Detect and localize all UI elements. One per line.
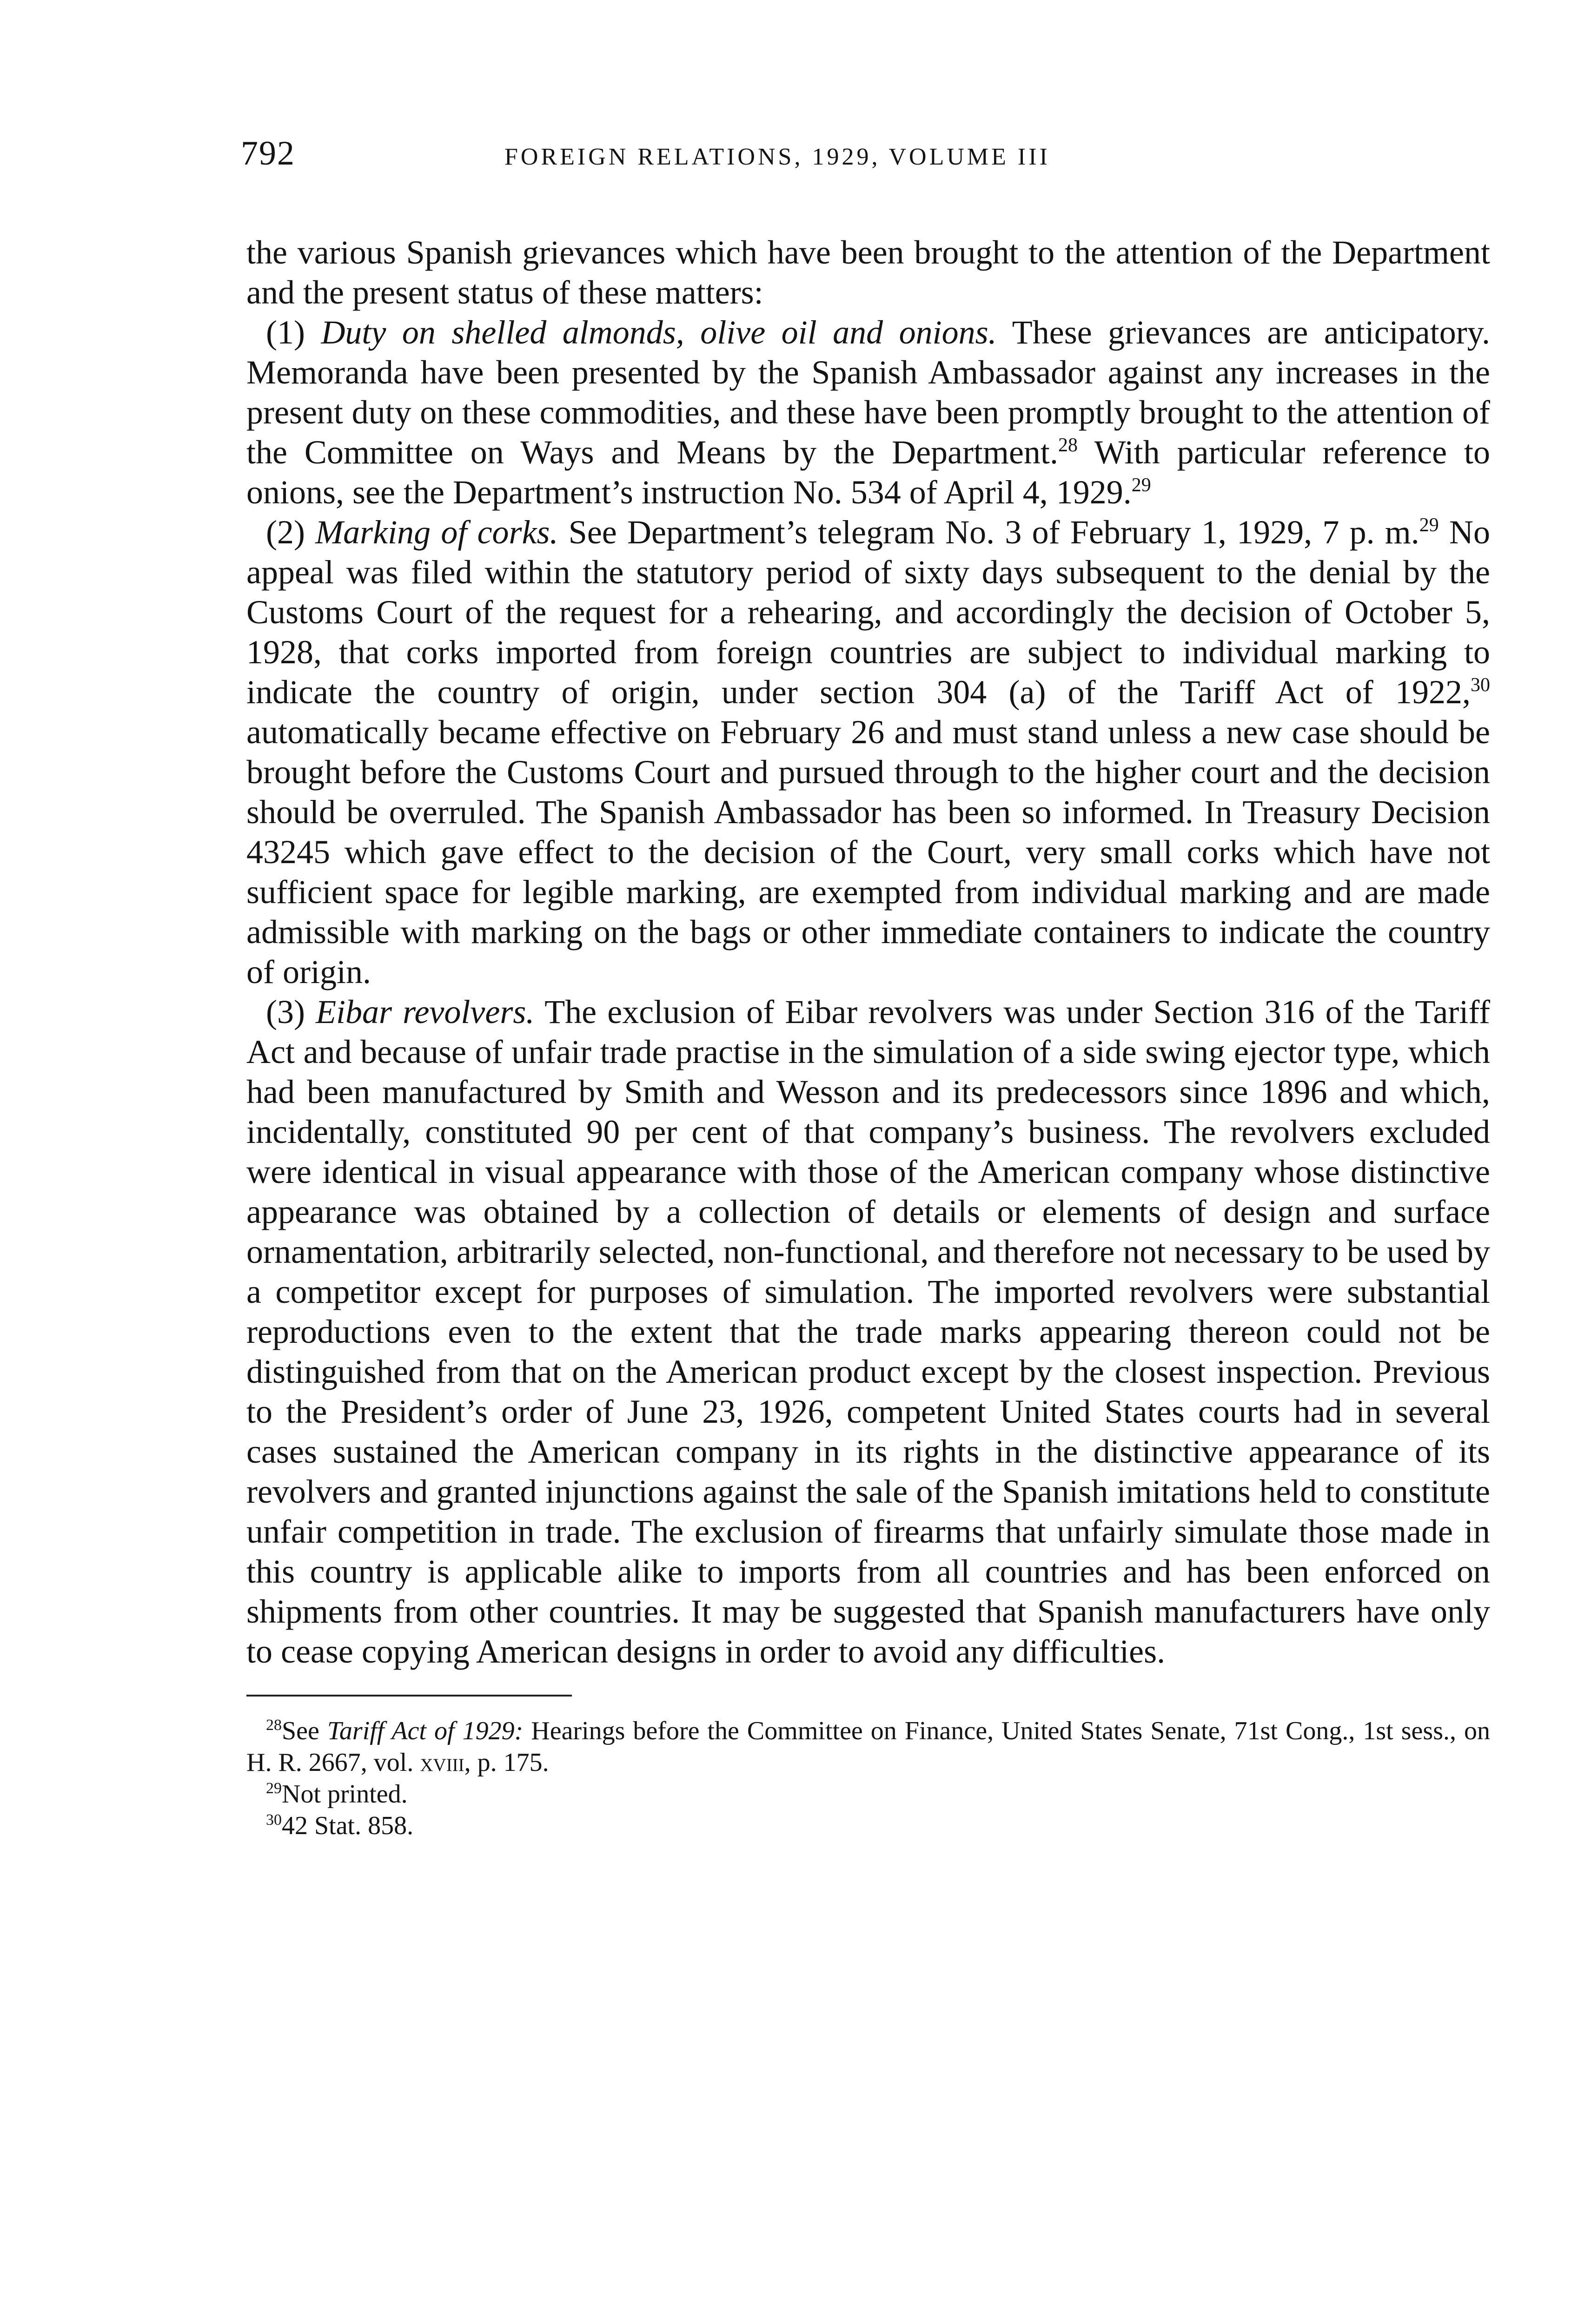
body-text [246, 232, 1490, 1671]
footnote-reference: 29 [1131, 475, 1151, 496]
footnote-29 [246, 1778, 1490, 1810]
footnote-text: Not printed. [282, 1780, 408, 1809]
footnote-reference: 29 [1419, 515, 1439, 536]
item-title: Eibar revolvers. [316, 993, 535, 1030]
footnote-28 [246, 1715, 1490, 1778]
item-number: (1) [266, 314, 305, 351]
item-eibar-revolvers [246, 992, 1490, 1671]
running-head: FOREIGN RELATIONS, 1929, VOLUME III [504, 144, 1050, 170]
item-text: automatically became effective on February 26 and must stand unless a new case should be brought before the Customs Court and pursued through to the higher court and the decision should be overruled. The Spanish Ambassador has been so informed. In Treasury Decision 43245 which gave effect to the decision of the Court, very small corks which have not sufficient space for legible marking, are exempted from individual marking and are made admissible with marking on the bags or other immediate containers to indicate the country of origin. [246, 713, 1490, 990]
item-text: With particular reference to onions, see the Department’s instruction No. 534 of April 4, 1929. [246, 434, 1491, 511]
footnote-prefix: See [282, 1717, 319, 1745]
footnote-reference: 30 [1471, 674, 1490, 696]
footnote-mark: 29 [266, 1780, 282, 1797]
intro-paragraph: the various Spanish grievances which have been brought to the attention of the Department and the present status of these matters: [246, 234, 1490, 311]
item-title: Duty on shelled almonds, olive oil and onions. [321, 314, 997, 351]
footnote-text: 42 Stat. 858. [282, 1811, 414, 1840]
footnote-volume: xviii [420, 1748, 464, 1777]
item-number: (3) [266, 993, 305, 1030]
item-marking-of-corks [246, 512, 1490, 992]
footnote-mark: 30 [266, 1811, 282, 1829]
item-text: No appeal was filed within the statutory period of sixty days subsequent to the denial by the Customs Court of the request for a rehearing, and accordingly the decision of October 5, 1928, that corks imported from foreign countries are subject to individual marking to indicate the country of origin, under section 304 (a) of the Tariff Act of 1922, [246, 514, 1491, 711]
footnote-30 [246, 1810, 1490, 1842]
footnotes [246, 1715, 1490, 1842]
footnote-mark: 28 [266, 1717, 282, 1734]
item-text: See Department’s telegram No. 3 of February 1, 1929, 7 p. m. [568, 514, 1419, 551]
item-text: The exclusion of Eibar revolvers was under Section 316 of the Tariff Act and because of unfair trade practise in the simulation of a side swing ejector type, which had been manufactured by Smith and Wesson and its predecessors since 1896 and which, incidentally, constituted 90 per cent of that company’s business. The revolvers excluded were identical in visual appearance with those of the American company whose distinctive appearance was obtained by a collection of details or elements of design and surface ornamentation, arbitrarily selected, non-functional, and therefore not necessary to be used by a competitor except for purposes of simulation. The imported revolvers were substantial reproductions even to the extent that the trade marks appearing thereon could not be distinguished from that on the American product except by the closest inspection. Previous to the President’s order of June 23, 1926, competent United States courts had in several cases sustained the American company in its rights in the distinctive appearance of its revolvers and granted injunctions against the sale of the Spanish imitations held to constitute unfair competition in trade. The exclusion of firearms that unfairly simulate those made in this country is applicable alike to imports from all countries and has been enforced on shipments from other countries. It may be suggested that Spanish manufacturers have only to cease copying American designs in order to avoid any difficulties. [246, 993, 1491, 1670]
footnote-suffix: , p. 175. [464, 1748, 549, 1777]
page-header [241, 134, 1490, 181]
document-page [241, 134, 1491, 1842]
item-number: (2) [266, 514, 305, 551]
footnote-divider [246, 1695, 572, 1697]
item-title: Marking of corks. [315, 514, 558, 551]
item-duty-on-almonds [246, 312, 1490, 512]
footnote-title: Tariff Act of 1929: [327, 1717, 524, 1745]
page-number: 792 [241, 134, 295, 172]
item-text: These grievances are anticipatory. Memoranda have been presented by the Spanish Ambassador against any increases in the present duty on these commodities, and these have been promptly brought to the attention of the Committee on Ways and Means by the Department. [246, 314, 1491, 471]
footnote-text: Hearings before the Committee on Finance, United States Senate, 71st Cong., 1st sess., on H. R. 2667, vol. [246, 1717, 1491, 1777]
footnote-reference: 28 [1058, 435, 1078, 456]
